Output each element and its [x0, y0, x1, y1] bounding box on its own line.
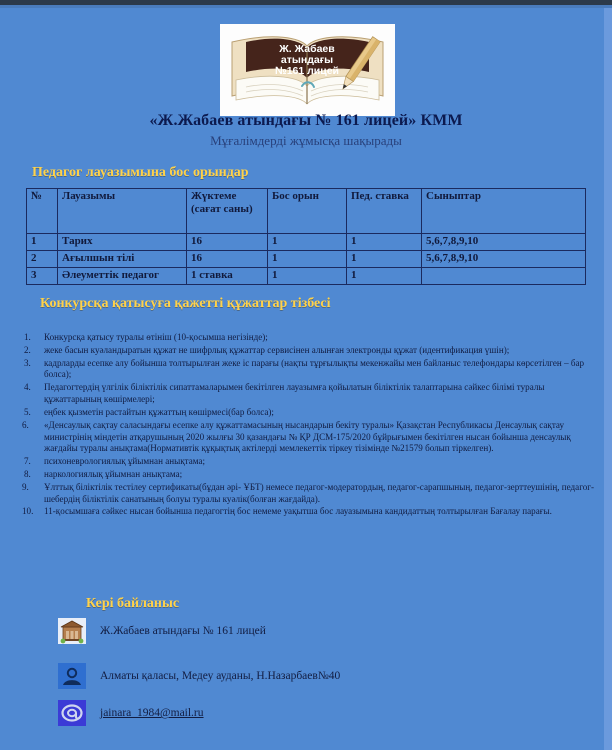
table-row — [27, 251, 586, 268]
list-item-text: жеке басын куәландыратын құжат не шифрлық құжаттар сервисінен алынған электронды құжат (идентификация үшін); — [44, 344, 510, 355]
table-header-row — [27, 189, 586, 234]
contact-school-text: Ж.Жабаев атындағы № 161 лицей — [100, 625, 266, 637]
cell-rate: 1 — [347, 268, 422, 285]
school-building-icon — [58, 618, 86, 644]
vacancies-table — [26, 188, 586, 285]
col-position: Лауазымы — [58, 189, 187, 234]
list-item-text: Ұлттық біліктілік тестілеу сертификаты(бұдан әрі- ҰБТ) немесе педагог-модератордың, педагог-сарапшының, педагог-зерттеушінің, педагог-шебердің біліктілік санатының болуы туралы куәлік(болған жағдайда). — [44, 481, 595, 504]
list-item — [18, 358, 598, 382]
school-book-logo — [220, 24, 395, 116]
cell-number: 3 — [27, 268, 58, 285]
table-row — [27, 268, 586, 285]
table-row — [27, 234, 586, 251]
cell-load: 1 ставка — [187, 268, 268, 285]
col-number: № — [27, 189, 58, 234]
list-item-number: 4. — [24, 382, 31, 393]
list-item-number: 9. — [22, 481, 29, 492]
list-item-number: 5. — [24, 406, 31, 417]
cell-number: 1 — [27, 234, 58, 251]
list-item-text: Педагогтердің үлгілік біліктілік сипаттамаларымен бекітілген лауазымға қойылатын біліктілік талаптарына сәйкес білімі туралы құжаттарының көшірмелері; — [44, 382, 545, 405]
list-item-text: кадрларды есепке алу бойынша толтырылған жеке іс парағы (нақты тұрғылықты мекенжайы мен байланыс телефондары көрсетілген – бар болса); — [44, 357, 585, 380]
email-at-icon — [58, 700, 86, 726]
cell-load: 16 — [187, 234, 268, 251]
contact-email-row[interactable] — [58, 700, 204, 726]
cell-classes: 5,6,7,8,9,10 — [422, 234, 586, 251]
list-item — [18, 345, 598, 357]
page-subtitle: Мұғалімдерді жұмысқа шақырады — [210, 133, 402, 148]
cell-vacancy: 1 — [268, 268, 347, 285]
cell-classes: 5,6,7,8,9,10 — [422, 251, 586, 268]
list-item-text: еңбек қызметін растайтын құжаттың көшірмесі(бар болса); — [44, 406, 274, 417]
documents-heading: Конкурсқа қатысуға қажетті құжаттар тізбесі — [40, 296, 331, 311]
list-item-number: 2. — [24, 344, 31, 355]
cell-position: Әлеуметтік педагог — [58, 268, 187, 285]
contact-email-text[interactable]: jainara_1984@mail.ru — [100, 707, 204, 719]
list-item — [18, 420, 598, 455]
window-top-bar-accent — [0, 5, 612, 8]
contacts-heading: Кері байланыс — [86, 596, 180, 611]
list-item-text: «Денсаулық сақтау саласындағы есепке алу құжаттамасының нысандарын бекіту туралы» Қазақстан Республикасы Денсаулық сақтау министрінің міндетін атқарушының 2020 жылғы 30 қазандағы № ҚР ДСМ-175/2020 бұйрығымен бекітілген нысан бойынша денсаулық жағдайы туралы анықтама(Нормативтік құқықтық актілерді мемлекеттік тіркеу тізімінде №21579 болып тіркелген). — [44, 419, 571, 454]
list-item-number: 7. — [24, 456, 31, 467]
list-item — [18, 469, 598, 481]
list-item — [18, 456, 598, 468]
contact-school-row — [58, 618, 266, 644]
cell-rate: 1 — [347, 234, 422, 251]
cell-rate: 1 — [347, 251, 422, 268]
list-item — [18, 482, 598, 506]
cell-load: 16 — [187, 251, 268, 268]
list-item — [18, 407, 598, 419]
col-vacancy: Бос орын — [268, 189, 347, 234]
list-item-number: 1. — [24, 332, 31, 342]
list-item-number: 3. — [24, 357, 31, 368]
table-header — [27, 189, 586, 234]
cell-number: 2 — [27, 251, 58, 268]
col-rate: Пед. ставка — [347, 189, 422, 234]
list-item-text: наркологиялық ұйымнан анықтама; — [44, 468, 183, 479]
logo-line-3: №161 лицей — [274, 65, 340, 77]
list-item-text: 11-қосымшаға сәйкес нысан бойынша педагогтің бос немеме уақытша бос лауазымына кандидаттың толтырылған Бағалау парағы. — [44, 506, 552, 517]
logo-line-1: Ж. Жабаев — [279, 43, 335, 55]
page-title: «Ж.Жабаев атындағы № 161 лицей» КММ — [149, 112, 463, 129]
map-pin-icon — [58, 663, 86, 689]
list-item — [18, 506, 598, 518]
list-item-number: 10. — [22, 506, 34, 517]
col-load: Жүктеме (сағат саны) — [187, 189, 268, 234]
vacancies-heading: Педагог лауазымына бос орындар — [32, 165, 249, 180]
logo-illustration — [220, 24, 395, 116]
list-item — [18, 332, 598, 344]
documents-list — [18, 332, 598, 519]
cell-classes — [422, 268, 586, 285]
list-item-text: психоневрологиялық ұйымнан анықтама; — [44, 456, 206, 467]
contact-address-row — [58, 663, 340, 689]
list-item-number: 8. — [24, 468, 31, 479]
logo-line-2: атындағы — [280, 54, 334, 66]
list-item — [18, 382, 598, 406]
cell-position: Ағылшын тілі — [58, 251, 187, 268]
list-item-number: 6. — [22, 419, 29, 430]
cell-vacancy: 1 — [268, 234, 347, 251]
cell-vacancy: 1 — [268, 251, 347, 268]
table-body — [27, 234, 586, 285]
contact-address-text: Алматы қаласы, Медеу ауданы, Н.Назарбаев№40 — [100, 670, 341, 682]
list-item-text: Конкурсқа қатысу туралы өтініш (10-қосымша негізінде); — [44, 332, 268, 342]
col-classes: Сыныптар — [422, 189, 586, 234]
cell-position: Тарих — [58, 234, 187, 251]
